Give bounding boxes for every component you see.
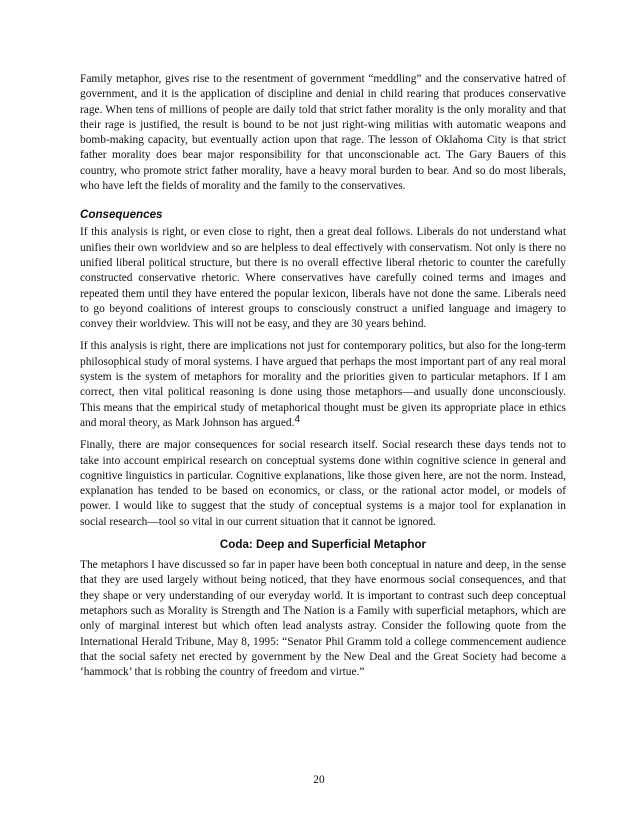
footnote-reference[interactable]: 4 — [294, 413, 301, 425]
document-page — [80, 72, 566, 687]
consequences-heading: Consequences — [80, 208, 163, 222]
intro-paragraph: Family metaphor, gives rise to the resentment of government “meddling” and the conservative hatred of government, and it is the application of discipline and denial in child rearing that produces conservative rage. When tens of millions of people are daily told that strict father morality is the only morality and that their rage is justified, the result is bound to be not just right-wing militias with automatic weapons and bomb-making capacity, but eventually action upon that rage. The lesson of Oklahoma City is that strict father morality does bear major responsibility for that unconscionable act. The Gary Bauers of this country, who promote strict father morality, have a heavy moral burden to bear. And so do most liberals, who have left the fields of morality and the family to the conservatives. — [80, 73, 566, 193]
consequences-paragraph-3: Finally, there are major consequences for social research itself. Social research these days tends not to take into account empirical research on conceptual systems done within cognitive science in general and cognitive linguistics in particular. Cognitive explanations, like those given here, are not the norm. Instead, explanation has tended to be based on economics, or class, or the rational actor model, or models of power. I would like to suggest that the study of conceptual systems is a major tool for explanation in social research—tool so vital in our current situation that it cannot be ignored. — [80, 439, 566, 528]
page-number: 20 — [313, 774, 325, 786]
consequences-paragraph-2 — [80, 339, 566, 431]
coda-paragraph-1: The metaphors I have discussed so far in paper have been both conceptual in nature and deep, in the sense that they are used largely without being noticed, that they have enormous social consequences, and that they shape or very understanding of our everyday world. It is important to contrast such deep conceptual metaphors such as Morality is Strength and The Nation is a Family with superficial metaphors, which are only of marginal interest but which often lead analysts astray. Consider the following quote from the International Herald Tribune, May 8, 1995: “Senator Phil Gramm told a college commencement audience that the social safety net erected by government by the New Deal and the Great Society had become a ‘hammock’ that is robbing the country of freedom and virtue.” — [80, 559, 566, 679]
consequences-paragraph-2-text: If this analysis is right, there are implications not just for contemporary politics, but also for the long-term philosophical study of moral systems. I have argued that perhaps the most important part of any real moral system is the system of metaphors for morality and the priorities given to particular metaphors. If I am correct, then vital political reasoning is done using those metaphors—and usually done unconsciously. This means that the empirical study of metaphorical thought must be given its appropriate place in ethics and moral theory, as Mark Johnson has argued. — [80, 340, 566, 429]
consequences-paragraph-1: If this analysis is right, or even close to right, then a great deal follows. Liberals do not understand what unifies their own worldview and so are helpless to deal effectively with conservatism. Not only is there no unified liberal political structure, but there is no overall effective liberal rhetoric to counter the carefully constructed conservative rhetoric. Where conservatives have carefully coined terms and images and repeated them until they have entered the popular lexicon, liberals have not done the same. Liberals need to go beyond coalitions of interest groups to consciously construct a unified language and imagery to convey their worldview. This will not be easy, and they are 30 years behind. — [80, 226, 566, 331]
coda-heading: Coda: Deep and Superficial Metaphor — [219, 538, 427, 552]
